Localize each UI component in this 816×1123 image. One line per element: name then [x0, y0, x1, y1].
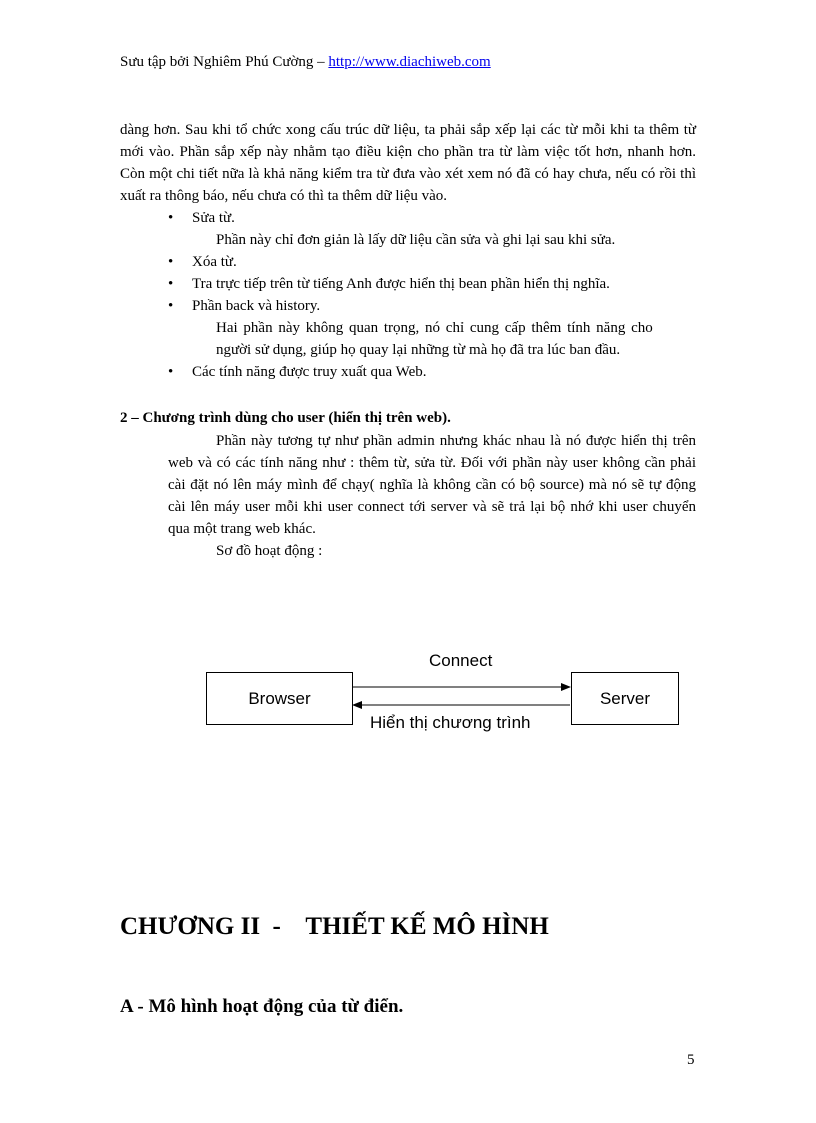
bullet-icon: •	[168, 276, 174, 292]
browser-box: Browser	[206, 672, 353, 725]
list-item: • Phần back và history.	[120, 295, 696, 317]
list-item: • Các tính năng được truy xuất qua Web.	[120, 361, 696, 383]
intro-paragraph: dàng hơn. Sau khi tổ chức xong cấu trúc dữ liệu, ta phải sắp xếp lại các từ mỗi khi ta thêm từ mới vào. Phần sắp xếp này nhằm tạo điều kiện cho phần tra từ làm việc tốt hơn, nhanh hơn. Còn một chi tiết nữa là khả năng kiểm tra từ đưa vào xét xem nó đã có hay chưa, nếu có rồi thì xuất ra thông báo, nếu chưa có thì ta thêm dữ liệu vào.	[120, 122, 696, 204]
bullet-icon: •	[168, 298, 174, 314]
list-item: • Sửa từ.	[120, 207, 696, 229]
section-2-paragraph: Phần này tương tự như phần admin nhưng khác nhau là nó được hiển thị trên web và có các tính năng như : thêm từ, sửa từ. Đối với phần này user không cần phải cài đặt nó lên máy mình để chạy( nghĩa là không cần có bộ source) mà nó sẽ tự động cài lên máy user mỗi khi user connect tới server và sẽ trả lại bộ nhớ khi user chuyển qua một trang web khác.	[168, 433, 696, 537]
list-item: • Tra trực tiếp trên từ tiếng Anh được hiển thị bean phần hiển thị nghĩa.	[120, 273, 696, 295]
return-arrowhead	[352, 701, 362, 709]
header-link[interactable]: http://www.diachiweb.com	[328, 54, 491, 70]
list-item-detail: người sử dụng, giúp họ quay lại những từ mà họ đã tra lúc ban đầu.	[216, 342, 621, 358]
diagram-caption: Sơ đồ hoạt động :	[216, 543, 323, 559]
connect-arrowhead	[561, 683, 571, 691]
section-a-heading: A - Mô hình hoạt động của từ điển.	[120, 996, 404, 1017]
display-program-label: Hiển thị chương trình	[370, 713, 531, 732]
connect-label: Connect	[429, 651, 493, 670]
page-header	[120, 54, 491, 71]
bullet-icon: •	[168, 210, 174, 226]
list-item-detail: Phần này chỉ đơn giản là lấy dữ liệu cần sửa và ghi lại sau khi sửa.	[216, 232, 616, 248]
page-number: 5	[687, 1052, 695, 1068]
server-box: Server	[571, 672, 679, 725]
list-item-detail: Hai phần này không quan trọng, nó chỉ cung cấp thêm tính năng cho	[216, 320, 653, 336]
bullet-icon: •	[168, 364, 174, 380]
feature-list	[120, 207, 696, 383]
bullet-icon: •	[168, 254, 174, 270]
list-item: • Xóa từ.	[120, 251, 696, 273]
chapter-title: CHƯƠNG II - THIẾT KẾ MÔ HÌNH	[120, 913, 549, 940]
header-credit: Sưu tập bởi Nghiêm Phú Cường –	[120, 54, 329, 70]
section-2-heading: 2 – Chương trình dùng cho user (hiển thị trên web).	[120, 410, 451, 426]
